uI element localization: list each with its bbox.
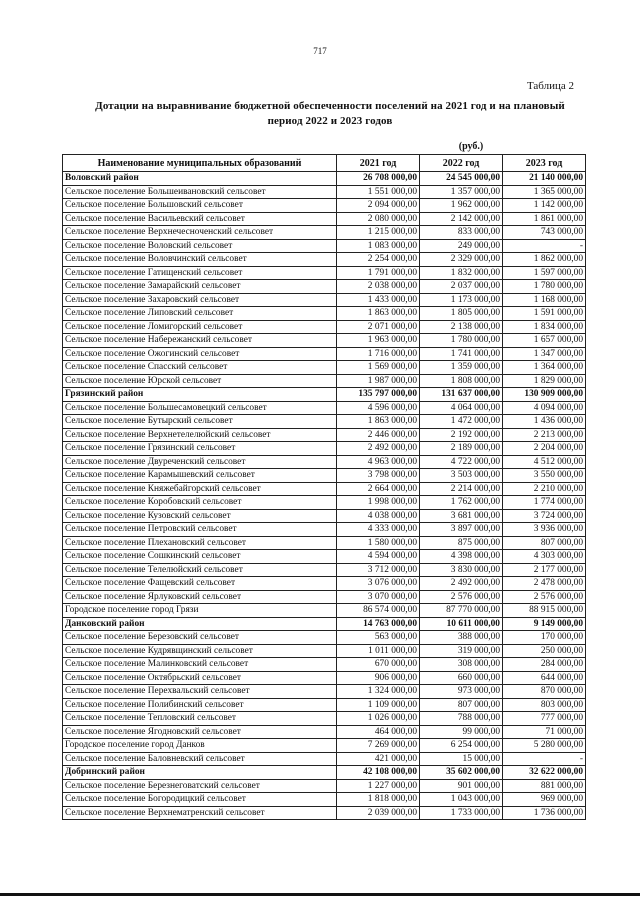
- table-row: [63, 806, 586, 820]
- cell-name: Сельское поселение Малинковский сельсовет: [63, 658, 337, 672]
- cell-name: Сельское поселение Телелюйский сельсовет: [63, 563, 337, 577]
- cell-name: Сельское поселение Кудрявщинский сельсовет: [63, 644, 337, 658]
- table-row: [63, 779, 586, 793]
- cell-2023: 1 774 000,00: [503, 496, 586, 510]
- cell-2021: 421 000,00: [337, 752, 420, 766]
- header-name: Наименование муниципальных образований: [63, 155, 337, 172]
- table-row: [63, 563, 586, 577]
- table-row: [63, 415, 586, 429]
- cell-2023: 1 657 000,00: [503, 334, 586, 348]
- cell-2023: 881 000,00: [503, 779, 586, 793]
- cell-2021: 4 038 000,00: [337, 509, 420, 523]
- cell-2022: 2 138 000,00: [420, 320, 503, 334]
- cell-2022: 1 733 000,00: [420, 806, 503, 820]
- cell-2021: 1 215 000,00: [337, 226, 420, 240]
- table-row: [63, 401, 586, 415]
- cell-name: Сельское поселение Княжебайгорский сельсовет: [63, 482, 337, 496]
- cell-2023: 1 591 000,00: [503, 307, 586, 321]
- cell-2021: 1 324 000,00: [337, 685, 420, 699]
- cell-name: Сельское поселение Воловский сельсовет: [63, 239, 337, 253]
- cell-2023: -: [503, 752, 586, 766]
- cell-2021: 3 070 000,00: [337, 590, 420, 604]
- cell-2022: 1 808 000,00: [420, 374, 503, 388]
- cell-2022: 1 780 000,00: [420, 334, 503, 348]
- table-row: [63, 577, 586, 591]
- table-row: [63, 509, 586, 523]
- cell-2023: 4 094 000,00: [503, 401, 586, 415]
- cell-name: Сельское поселение Тепловский сельсовет: [63, 712, 337, 726]
- cell-2021: 2 664 000,00: [337, 482, 420, 496]
- cell-name: Сельское поселение Гатищенский сельсовет: [63, 266, 337, 280]
- table-label: Таблица 2: [526, 80, 574, 92]
- district-row: [63, 766, 586, 780]
- cell-2021: 4 963 000,00: [337, 455, 420, 469]
- cell-2022: 15 000,00: [420, 752, 503, 766]
- cell-name: Сельское поселение Березовский сельсовет: [63, 631, 337, 645]
- cell-2022: 10 611 000,00: [420, 617, 503, 631]
- cell-2023: 2 204 000,00: [503, 442, 586, 456]
- table-header-row: [63, 155, 586, 172]
- cell-2021: 563 000,00: [337, 631, 420, 645]
- district-row: [63, 388, 586, 402]
- cell-2021: 3 076 000,00: [337, 577, 420, 591]
- cell-name: Сельское поселение Коробовский сельсовет: [63, 496, 337, 510]
- cell-2023: 969 000,00: [503, 793, 586, 807]
- cell-name: Городское поселение город Данков: [63, 739, 337, 753]
- cell-2023: 71 000,00: [503, 725, 586, 739]
- page-number: 717: [313, 46, 327, 56]
- cell-2021: 135 797 000,00: [337, 388, 420, 402]
- cell-2023: 2 576 000,00: [503, 590, 586, 604]
- cell-2023: 2 213 000,00: [503, 428, 586, 442]
- cell-name: Сельское поселение Перехвальский сельсовет: [63, 685, 337, 699]
- table-row: [63, 428, 586, 442]
- cell-2023: 1 364 000,00: [503, 361, 586, 375]
- bottom-rule: [0, 893, 640, 896]
- cell-name: Воловский район: [63, 172, 337, 186]
- cell-2021: 906 000,00: [337, 671, 420, 685]
- header-2023: 2023 год: [503, 155, 586, 172]
- cell-2022: 4 064 000,00: [420, 401, 503, 415]
- cell-2023: -: [503, 239, 586, 253]
- cell-2022: 388 000,00: [420, 631, 503, 645]
- cell-2021: 1 109 000,00: [337, 698, 420, 712]
- table-row: [63, 307, 586, 321]
- cell-2021: 4 596 000,00: [337, 401, 420, 415]
- cell-2022: 973 000,00: [420, 685, 503, 699]
- table-row: [63, 266, 586, 280]
- cell-name: Сельское поселение Баловневский сельсовет: [63, 752, 337, 766]
- table-row: [63, 212, 586, 226]
- cell-2023: 130 909 000,00: [503, 388, 586, 402]
- cell-name: Сельское поселение Грязинский сельсовет: [63, 442, 337, 456]
- cell-2022: 24 545 000,00: [420, 172, 503, 186]
- table-row: [63, 226, 586, 240]
- cell-2021: 670 000,00: [337, 658, 420, 672]
- cell-name: Сельское поселение Васильевский сельсовет: [63, 212, 337, 226]
- cell-2021: 1 026 000,00: [337, 712, 420, 726]
- table-row: [63, 550, 586, 564]
- cell-2021: 1 551 000,00: [337, 185, 420, 199]
- table-row: [63, 361, 586, 375]
- cell-2022: 2 329 000,00: [420, 253, 503, 267]
- cell-name: Сельское поселение Большовский сельсовет: [63, 199, 337, 213]
- cell-2021: 3 798 000,00: [337, 469, 420, 483]
- cell-2021: 1 083 000,00: [337, 239, 420, 253]
- cell-2021: 1 987 000,00: [337, 374, 420, 388]
- cell-2023: 743 000,00: [503, 226, 586, 240]
- table-row: [63, 752, 586, 766]
- cell-name: Сельское поселение Верхнематренский сельсовет: [63, 806, 337, 820]
- cell-2021: 7 269 000,00: [337, 739, 420, 753]
- cell-2023: 284 000,00: [503, 658, 586, 672]
- cell-name: Сельское поселение Липовский сельсовет: [63, 307, 337, 321]
- cell-2023: 3 724 000,00: [503, 509, 586, 523]
- cell-name: Данковский район: [63, 617, 337, 631]
- cell-2022: 1 741 000,00: [420, 347, 503, 361]
- table-row: [63, 482, 586, 496]
- cell-2022: 3 681 000,00: [420, 509, 503, 523]
- cell-2021: 1 580 000,00: [337, 536, 420, 550]
- table-row: [63, 725, 586, 739]
- cell-name: Сельское поселение Двуреченский сельсовет: [63, 455, 337, 469]
- cell-2022: 1 805 000,00: [420, 307, 503, 321]
- cell-2022: 2 214 000,00: [420, 482, 503, 496]
- cell-2021: 1 716 000,00: [337, 347, 420, 361]
- header-2021: 2021 год: [337, 155, 420, 172]
- table-row: [63, 590, 586, 604]
- cell-2022: 3 503 000,00: [420, 469, 503, 483]
- cell-name: Добринский район: [63, 766, 337, 780]
- cell-name: Сельское поселение Ломигорский сельсовет: [63, 320, 337, 334]
- table-row: [63, 347, 586, 361]
- cell-2023: 170 000,00: [503, 631, 586, 645]
- table-row: [63, 334, 586, 348]
- table-row: [63, 712, 586, 726]
- cell-2022: 1 173 000,00: [420, 293, 503, 307]
- cell-name: Сельское поселение Большесамовецкий сельсовет: [63, 401, 337, 415]
- title-line-2: период 2022 и 2023 годов: [267, 115, 393, 127]
- cell-name: Сельское поселение Набережанский сельсовет: [63, 334, 337, 348]
- cell-2023: 4 512 000,00: [503, 455, 586, 469]
- cell-2021: 2 039 000,00: [337, 806, 420, 820]
- cell-name: Сельское поселение Большеивановский сельсовет: [63, 185, 337, 199]
- cell-2023: 2 177 000,00: [503, 563, 586, 577]
- cell-2023: 644 000,00: [503, 671, 586, 685]
- units-label: (руб.): [458, 141, 484, 152]
- document-title: [70, 99, 590, 129]
- cell-2022: 2 189 000,00: [420, 442, 503, 456]
- cell-2023: 250 000,00: [503, 644, 586, 658]
- table-row: [63, 644, 586, 658]
- table-row: [63, 658, 586, 672]
- cell-2022: 807 000,00: [420, 698, 503, 712]
- table-row: [63, 374, 586, 388]
- cell-2022: 660 000,00: [420, 671, 503, 685]
- cell-name: Сельское поселение Бутырский сельсовет: [63, 415, 337, 429]
- cell-2022: 249 000,00: [420, 239, 503, 253]
- cell-name: Сельское поселение Петровский сельсовет: [63, 523, 337, 537]
- cell-2022: 2 142 000,00: [420, 212, 503, 226]
- cell-2022: 319 000,00: [420, 644, 503, 658]
- cell-2021: 1 227 000,00: [337, 779, 420, 793]
- cell-2023: 807 000,00: [503, 536, 586, 550]
- cell-2023: 1 365 000,00: [503, 185, 586, 199]
- cell-2021: 2 094 000,00: [337, 199, 420, 213]
- cell-name: Сельское поселение Верхнетелелюйский сельсовет: [63, 428, 337, 442]
- cell-2022: 35 602 000,00: [420, 766, 503, 780]
- cell-2021: 2 080 000,00: [337, 212, 420, 226]
- cell-2023: 1 862 000,00: [503, 253, 586, 267]
- cell-2023: 2 478 000,00: [503, 577, 586, 591]
- cell-name: Грязинский район: [63, 388, 337, 402]
- cell-2021: 1 863 000,00: [337, 307, 420, 321]
- cell-2023: 1 834 000,00: [503, 320, 586, 334]
- table-row: [63, 293, 586, 307]
- cell-name: Сельское поселение Верхнечесноченский сельсовет: [63, 226, 337, 240]
- table-body: [63, 172, 586, 820]
- cell-2023: 1 736 000,00: [503, 806, 586, 820]
- table-row: [63, 739, 586, 753]
- cell-2021: 1 433 000,00: [337, 293, 420, 307]
- cell-2021: 1 818 000,00: [337, 793, 420, 807]
- table-row: [63, 239, 586, 253]
- cell-2023: 1 142 000,00: [503, 199, 586, 213]
- cell-name: Сельское поселение Замарайский сельсовет: [63, 280, 337, 294]
- cell-2021: 2 492 000,00: [337, 442, 420, 456]
- cell-name: Сельское поселение Воловчинский сельсовет: [63, 253, 337, 267]
- cell-2021: 4 333 000,00: [337, 523, 420, 537]
- cell-2022: 1 043 000,00: [420, 793, 503, 807]
- cell-name: Сельское поселение Плехановский сельсовет: [63, 536, 337, 550]
- table-row: [63, 671, 586, 685]
- cell-name: Сельское поселение Ягодновский сельсовет: [63, 725, 337, 739]
- cell-2022: 4 722 000,00: [420, 455, 503, 469]
- cell-name: Сельское поселение Березнеговатский сельсовет: [63, 779, 337, 793]
- table-row: [63, 793, 586, 807]
- cell-name: Сельское поселение Сошкинский сельсовет: [63, 550, 337, 564]
- cell-2023: 9 149 000,00: [503, 617, 586, 631]
- cell-name: Сельское поселение Октябрьский сельсовет: [63, 671, 337, 685]
- table-row: [63, 442, 586, 456]
- cell-2022: 99 000,00: [420, 725, 503, 739]
- cell-name: Сельское поселение Фащевский сельсовет: [63, 577, 337, 591]
- cell-name: Городское поселение город Грязи: [63, 604, 337, 618]
- cell-2023: 3 550 000,00: [503, 469, 586, 483]
- cell-2023: 5 280 000,00: [503, 739, 586, 753]
- cell-2023: 1 597 000,00: [503, 266, 586, 280]
- cell-2021: 2 038 000,00: [337, 280, 420, 294]
- cell-2021: 3 712 000,00: [337, 563, 420, 577]
- cell-2021: 2 071 000,00: [337, 320, 420, 334]
- cell-2021: 26 708 000,00: [337, 172, 420, 186]
- table-row: [63, 698, 586, 712]
- cell-2023: 1 861 000,00: [503, 212, 586, 226]
- cell-2022: 6 254 000,00: [420, 739, 503, 753]
- table-row: [63, 604, 586, 618]
- cell-2023: 32 622 000,00: [503, 766, 586, 780]
- cell-2022: 901 000,00: [420, 779, 503, 793]
- cell-2021: 464 000,00: [337, 725, 420, 739]
- cell-2022: 875 000,00: [420, 536, 503, 550]
- cell-2022: 87 770 000,00: [420, 604, 503, 618]
- table-row: [63, 685, 586, 699]
- cell-2021: 4 594 000,00: [337, 550, 420, 564]
- title-line-1: Дотации на выравнивание бюджетной обеспеченности поселений на 2021 год и на плановый: [95, 100, 565, 112]
- cell-2023: 777 000,00: [503, 712, 586, 726]
- cell-2021: 2 254 000,00: [337, 253, 420, 267]
- cell-2023: 1 347 000,00: [503, 347, 586, 361]
- cell-2022: 788 000,00: [420, 712, 503, 726]
- cell-2022: 1 762 000,00: [420, 496, 503, 510]
- cell-2021: 1 998 000,00: [337, 496, 420, 510]
- table-row: [63, 631, 586, 645]
- cell-name: Сельское поселение Полибинский сельсовет: [63, 698, 337, 712]
- cell-2023: 870 000,00: [503, 685, 586, 699]
- cell-name: Сельское поселение Ярлуковский сельсовет: [63, 590, 337, 604]
- cell-name: Сельское поселение Кузовский сельсовет: [63, 509, 337, 523]
- cell-2023: 88 915 000,00: [503, 604, 586, 618]
- table-row: [63, 253, 586, 267]
- cell-2023: 1 829 000,00: [503, 374, 586, 388]
- cell-2022: 1 359 000,00: [420, 361, 503, 375]
- cell-2023: 21 140 000,00: [503, 172, 586, 186]
- cell-2022: 833 000,00: [420, 226, 503, 240]
- cell-2021: 14 763 000,00: [337, 617, 420, 631]
- cell-2022: 3 897 000,00: [420, 523, 503, 537]
- cell-2021: 1 863 000,00: [337, 415, 420, 429]
- cell-2023: 4 303 000,00: [503, 550, 586, 564]
- cell-name: Сельское поселение Богородицкий сельсовет: [63, 793, 337, 807]
- district-row: [63, 617, 586, 631]
- table-row: [63, 496, 586, 510]
- cell-2022: 2 192 000,00: [420, 428, 503, 442]
- cell-2021: 2 446 000,00: [337, 428, 420, 442]
- cell-2021: 1 011 000,00: [337, 644, 420, 658]
- cell-2023: 1 780 000,00: [503, 280, 586, 294]
- cell-name: Сельское поселение Захаровский сельсовет: [63, 293, 337, 307]
- header-2022: 2022 год: [420, 155, 503, 172]
- table-row: [63, 523, 586, 537]
- cell-2023: 3 936 000,00: [503, 523, 586, 537]
- cell-2022: 308 000,00: [420, 658, 503, 672]
- table-row: [63, 469, 586, 483]
- cell-2022: 2 492 000,00: [420, 577, 503, 591]
- table-row: [63, 455, 586, 469]
- cell-2022: 2 576 000,00: [420, 590, 503, 604]
- cell-2021: 86 574 000,00: [337, 604, 420, 618]
- cell-name: Сельское поселение Ожогинский сельсовет: [63, 347, 337, 361]
- cell-2023: 1 168 000,00: [503, 293, 586, 307]
- table-row: [63, 280, 586, 294]
- cell-2021: 42 108 000,00: [337, 766, 420, 780]
- cell-2022: 1 472 000,00: [420, 415, 503, 429]
- cell-2021: 1 569 000,00: [337, 361, 420, 375]
- cell-name: Сельское поселение Спасский сельсовет: [63, 361, 337, 375]
- cell-2021: 1 791 000,00: [337, 266, 420, 280]
- district-row: [63, 172, 586, 186]
- cell-2023: 2 210 000,00: [503, 482, 586, 496]
- cell-2023: 1 436 000,00: [503, 415, 586, 429]
- cell-2022: 4 398 000,00: [420, 550, 503, 564]
- cell-2022: 3 830 000,00: [420, 563, 503, 577]
- table-row: [63, 320, 586, 334]
- cell-2022: 131 637 000,00: [420, 388, 503, 402]
- cell-2021: 1 963 000,00: [337, 334, 420, 348]
- cell-2022: 1 962 000,00: [420, 199, 503, 213]
- table-row: [63, 185, 586, 199]
- cell-2022: 2 037 000,00: [420, 280, 503, 294]
- cell-2022: 1 357 000,00: [420, 185, 503, 199]
- cell-2023: 803 000,00: [503, 698, 586, 712]
- cell-2022: 1 832 000,00: [420, 266, 503, 280]
- table-row: [63, 536, 586, 550]
- cell-name: Сельское поселение Юрской сельсовет: [63, 374, 337, 388]
- subsidy-table: [62, 154, 586, 820]
- table-row: [63, 199, 586, 213]
- cell-name: Сельское поселение Карамышевский сельсовет: [63, 469, 337, 483]
